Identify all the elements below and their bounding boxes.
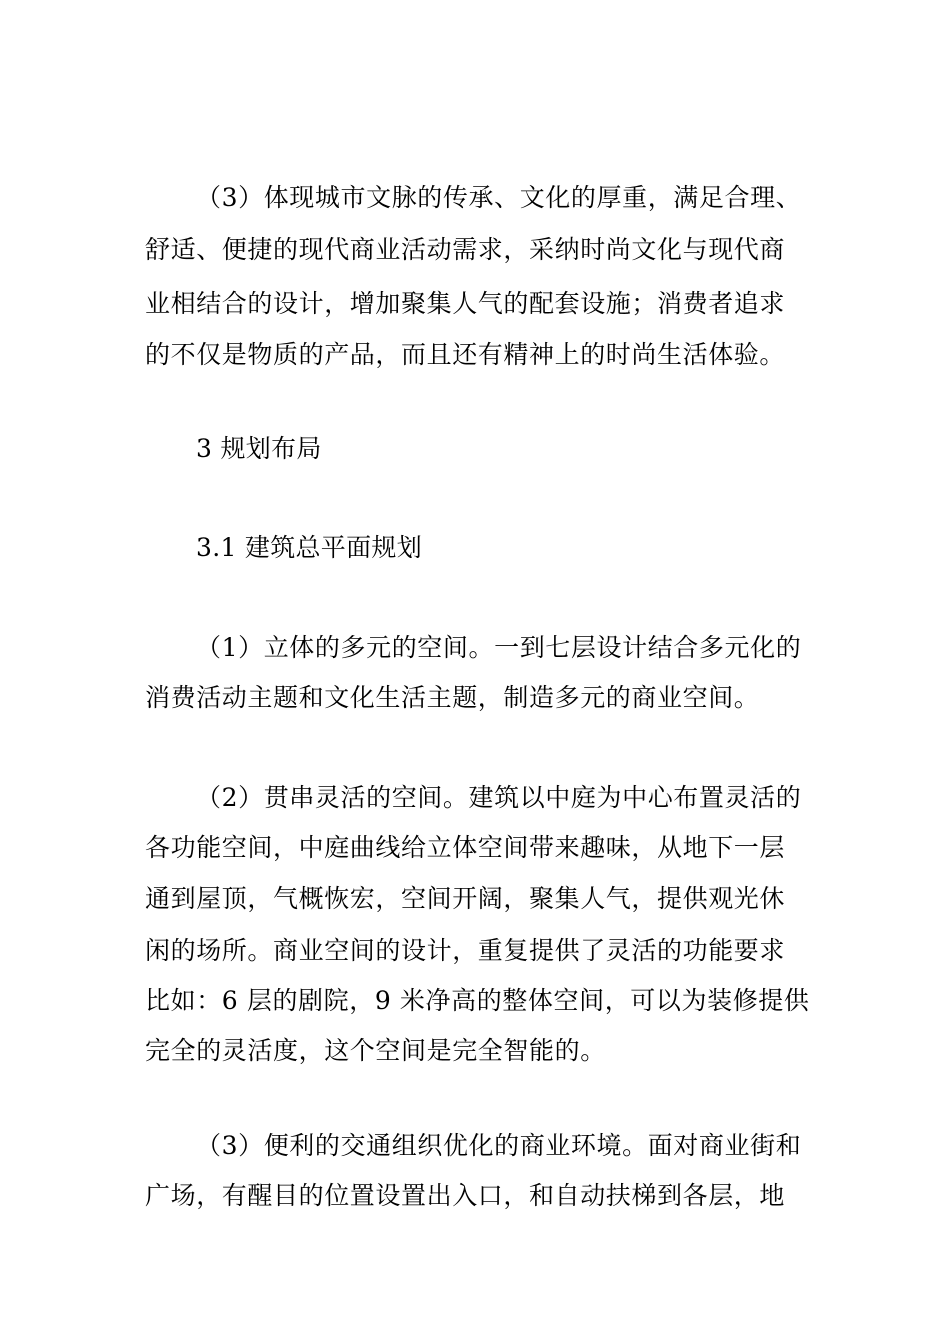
paragraph-line: 的不仅是物质的产品，而且还有精神上的时尚生活体验。 <box>145 340 786 369</box>
paragraph-line: 通到屋顶，气概恢宏，空间开阔，聚集人气，提供观光休 <box>145 884 786 913</box>
paragraph-line: （3）便利的交通组织优化的商业环境。面对商业街和 <box>196 1131 802 1160</box>
paragraph-line: （2）贯串灵活的空间。建筑以中庭为中心布置灵活的 <box>196 783 802 812</box>
subsection-heading: 3.1 建筑总平面规划 <box>196 533 423 562</box>
paragraph-line: 消费活动主题和文化生活主题，制造多元的商业空间。 <box>145 683 760 712</box>
paragraph-line: （1）立体的多元的空间。一到七层设计结合多元化的 <box>196 633 802 662</box>
paragraph-line: 比如：6 层的剧院，9 米净高的整体空间，可以为装修提供 <box>145 986 810 1015</box>
paragraph-line: 完全的灵活度，这个空间是完全智能的。 <box>145 1036 606 1065</box>
paragraph-line: 各功能空间，中庭曲线给立体空间带来趣味，从地下一层 <box>145 833 786 862</box>
paragraph-line: 业相结合的设计，增加聚集人气的配套设施；消费者追求 <box>145 289 786 318</box>
paragraph-line: （3）体现城市文脉的传承、文化的厚重，满足合理、 <box>196 183 802 212</box>
paragraph-line: 闲的场所。商业空间的设计，重复提供了灵活的功能要求 <box>145 936 786 965</box>
paragraph-line: 广场，有醒目的位置设置出入口，和自动扶梯到各层，地 <box>145 1181 786 1210</box>
paragraph-line: 舒适、便捷的现代商业活动需求，采纳时尚文化与现代商 <box>145 235 786 264</box>
section-heading: 3 规划布局 <box>196 434 322 463</box>
